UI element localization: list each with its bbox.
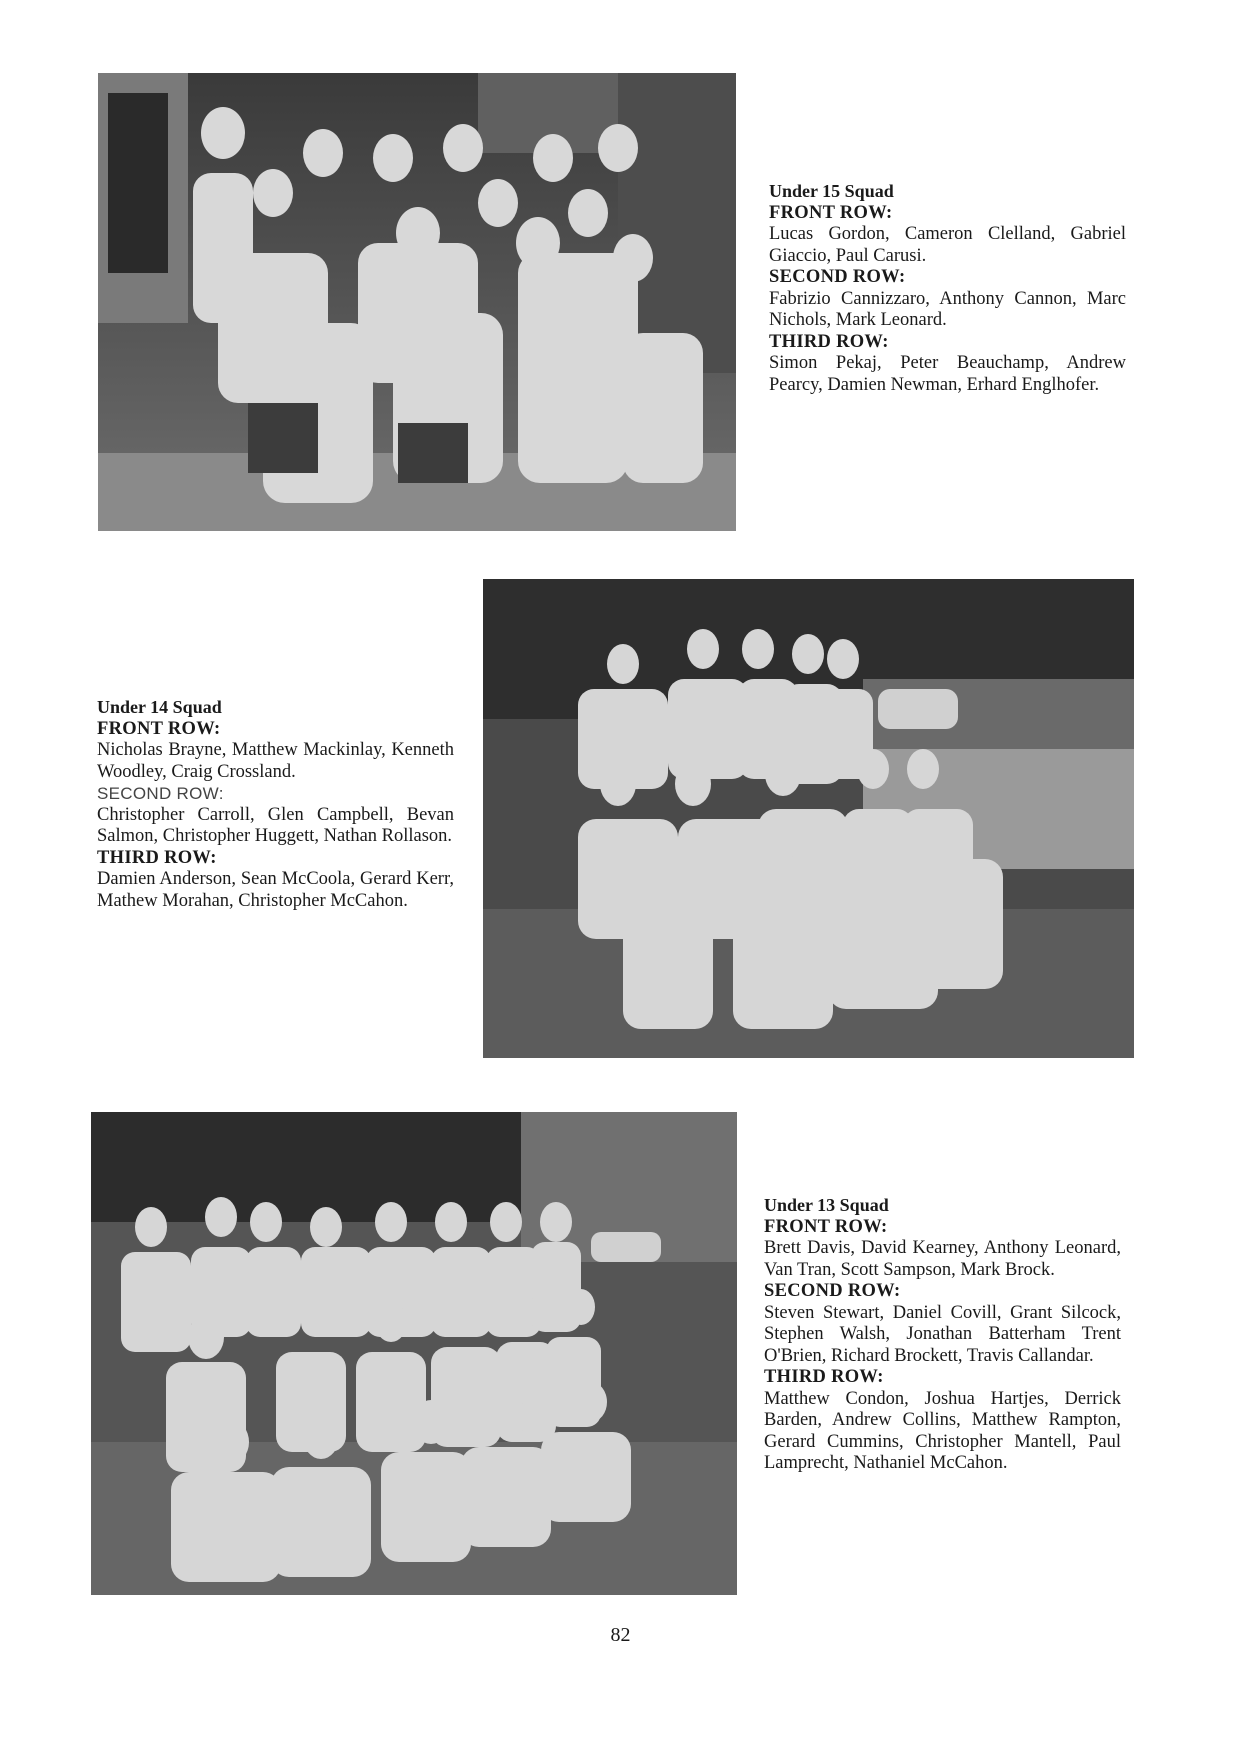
row-label-second: SECOND ROW:	[97, 784, 224, 803]
row-names-front: Nicholas Brayne, Matthew Mackinlay, Kenneth Woodley, Craig Crossland.	[97, 740, 454, 782]
row-label-second: SECOND ROW:	[769, 267, 906, 287]
row-names-front: Brett Davis, David Kearney, Anthony Leonard, Van Tran, Scott Sampson, Mark Brock.	[764, 1238, 1121, 1280]
row-names-front: Lucas Gordon, Cameron Clelland, Gabriel Giaccio, Paul Carusi.	[769, 224, 1126, 266]
row-names-second: Fabrizio Cannizzaro, Anthony Cannon, Marc Nichols, Mark Leonard.	[769, 288, 1126, 330]
row-label-third: THIRD ROW:	[764, 1367, 884, 1387]
page-number: 82	[610, 1624, 631, 1646]
under-15-caption	[769, 181, 1126, 396]
squad-title: Under 13 Squad	[764, 1195, 889, 1215]
squad-title: Under 15 Squad	[769, 181, 894, 201]
row-names-third: Damien Anderson, Sean McCoola, Gerard Kerr, Mathew Morahan, Christopher McCahon.	[97, 869, 454, 911]
row-label-third: THIRD ROW:	[97, 847, 217, 868]
row-names-third: Simon Pekaj, Peter Beauchamp, Andrew Pearcy, Damien Newman, Erhard Englhofer.	[769, 353, 1126, 395]
row-label-front: FRONT ROW:	[769, 202, 893, 223]
row-label-third: THIRD ROW:	[769, 331, 889, 352]
under-13-caption	[764, 1195, 1121, 1475]
row-label-second: SECOND ROW:	[764, 1281, 901, 1301]
row-label-front: FRONT ROW:	[97, 718, 221, 739]
row-label-front: FRONT ROW:	[764, 1216, 888, 1237]
squad-title: Under 14 Squad	[97, 697, 222, 717]
under-14-squad-photo	[483, 579, 1134, 1058]
under-13-squad-photo	[91, 1112, 737, 1595]
row-names-third: Matthew Condon, Joshua Hartjes, Derrick Barden, Andrew Collins, Matthew Rampton, Gerard Cummins, Christopher Mantell, Paul Lamprecht, Nathaniel McCahon.	[764, 1388, 1121, 1473]
row-names-second: Steven Stewart, Daniel Covill, Grant Silcock, Stephen Walsh, Jonathan Batterham Trent O'Brien, Richard Brockett, Travis Callandar.	[764, 1302, 1121, 1366]
under-15-squad-photo	[98, 73, 736, 531]
row-names-second: Christopher Carroll, Glen Campbell, Bevan Salmon, Christopher Huggett, Nathan Rollason.	[97, 804, 454, 846]
under-14-caption	[97, 697, 454, 912]
